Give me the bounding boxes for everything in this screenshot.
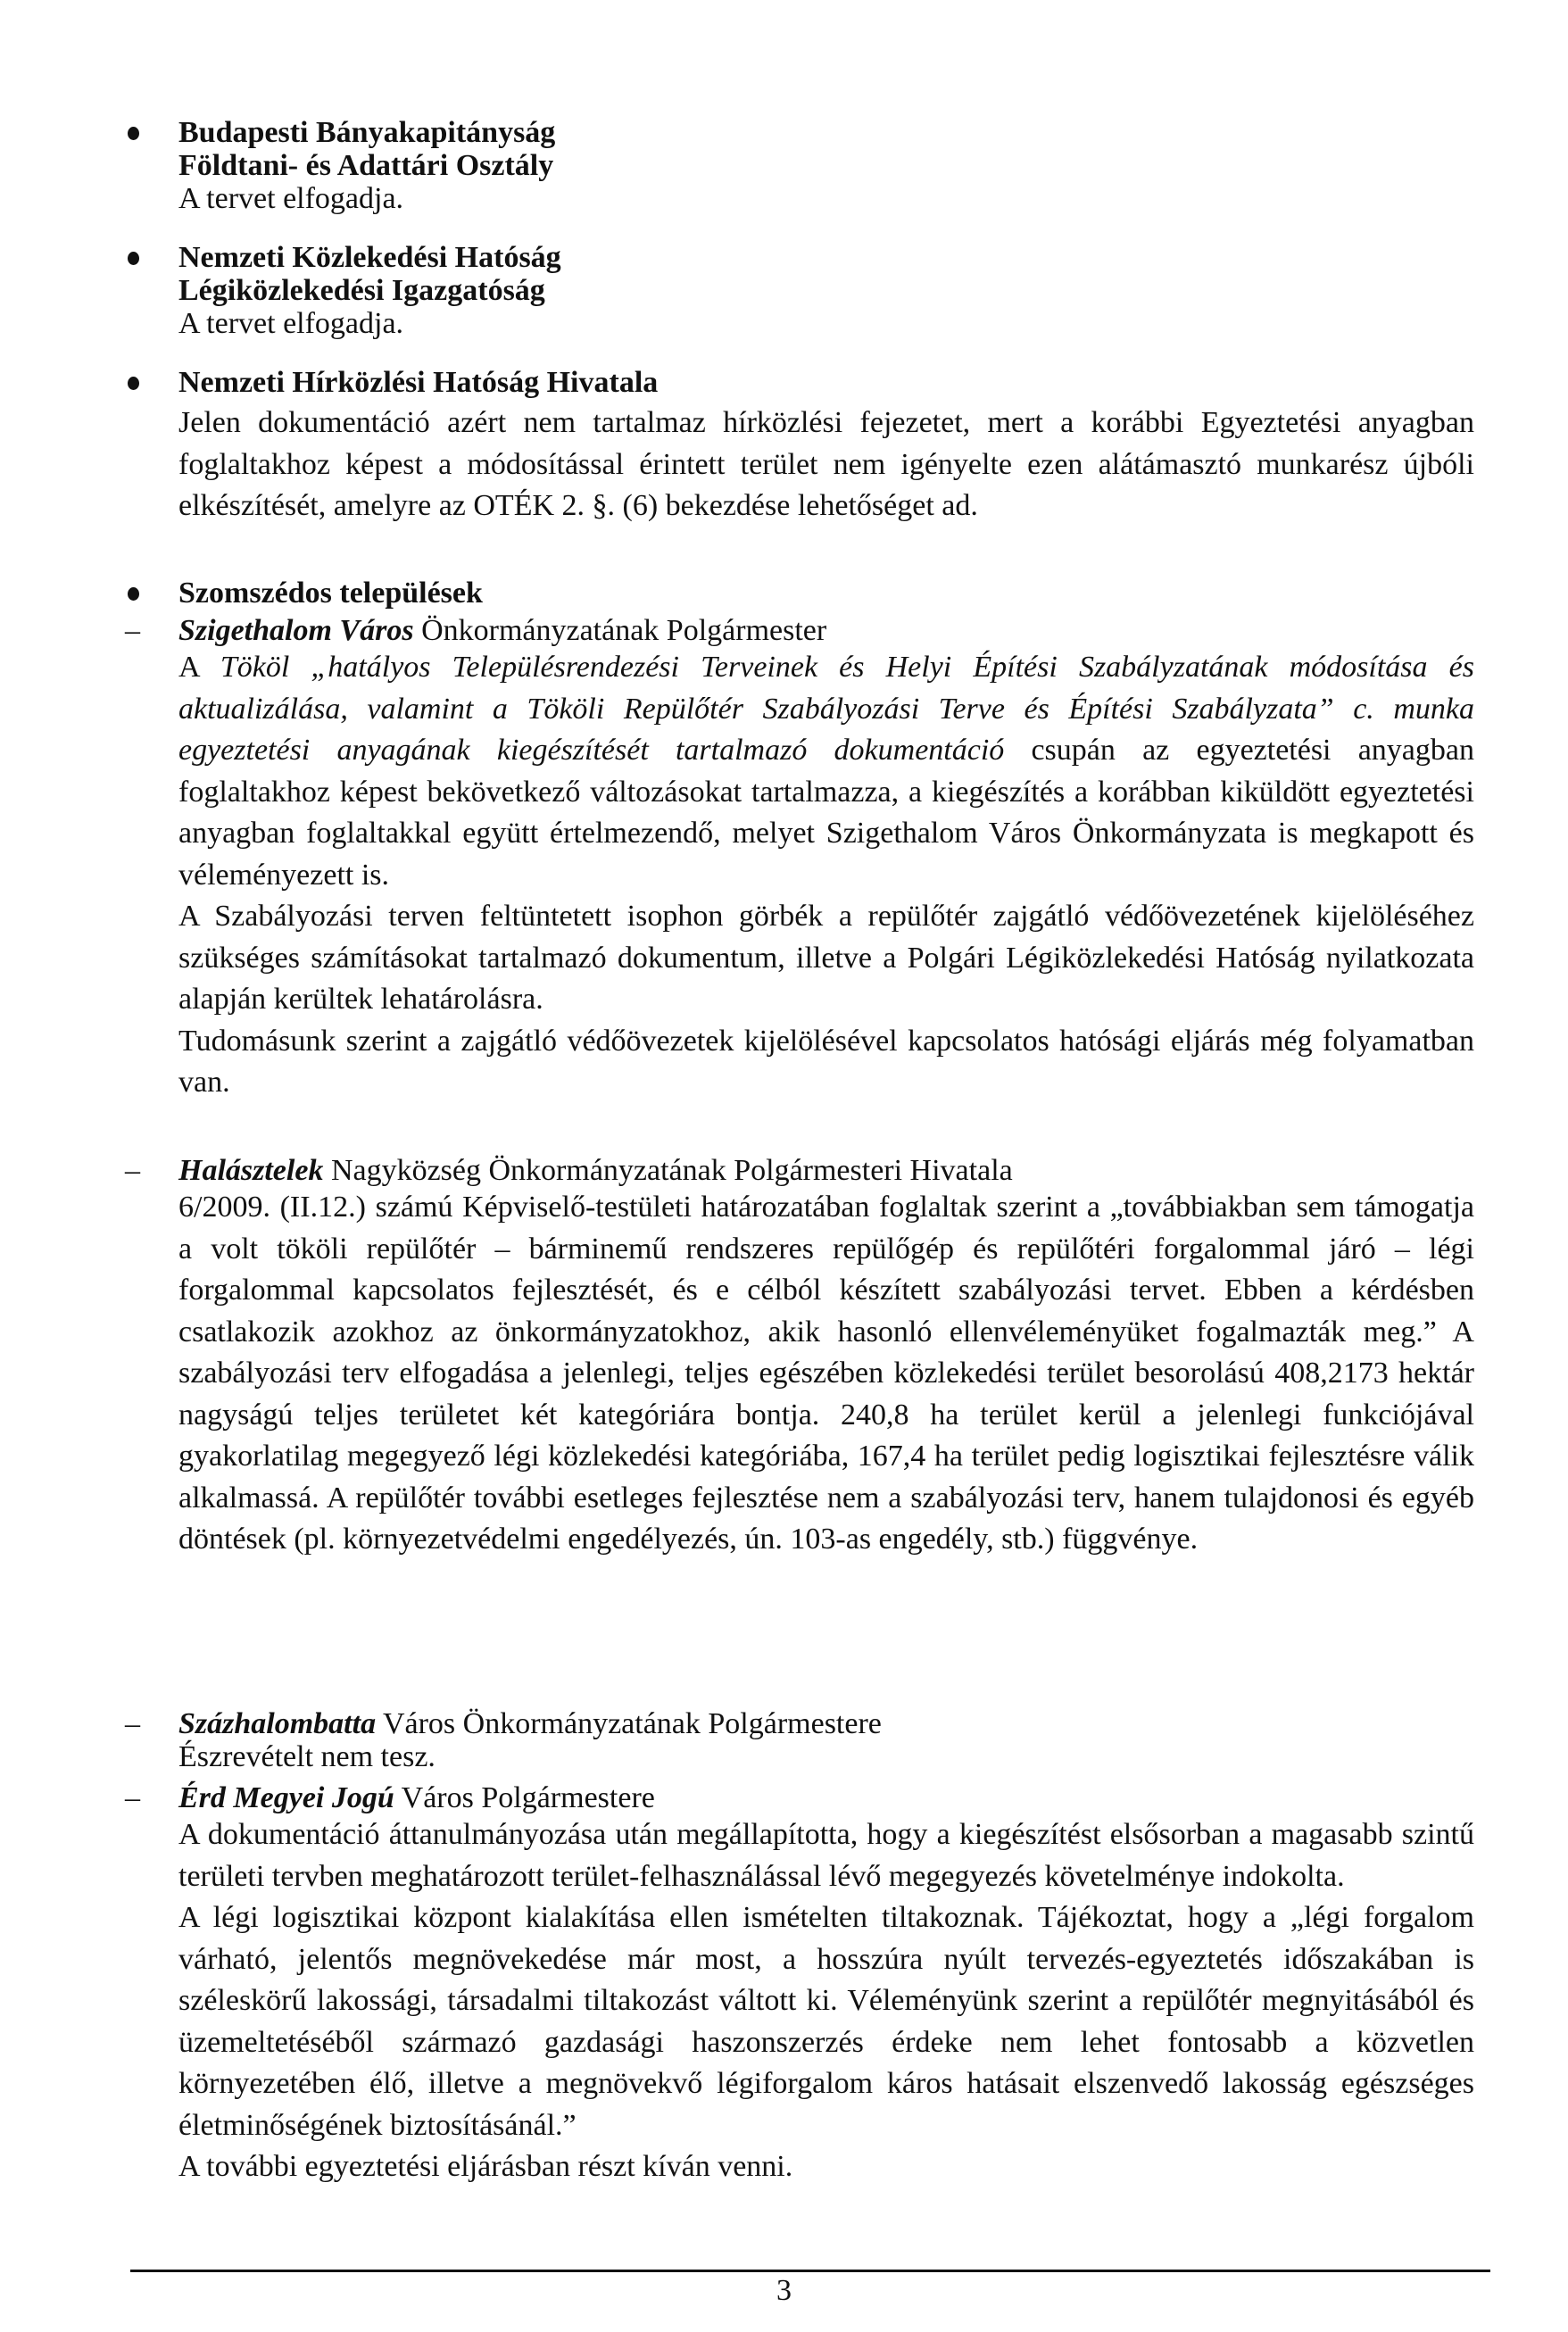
neighbor-paragraph: A dokumentáció áttanulmányozása után megállapította, hogy a kiegészítést elsősorban a magasabb szintű területi tervben meghatározott terület-felhasználással lévő megegyezés követelménye indokolta. (178, 1818, 1474, 1893)
neighbor-erd (125, 1781, 1474, 2183)
section-title: Budapesti Bányakapitányság (178, 116, 556, 149)
neighbor-name-emphasis: Százhalombatta (178, 1707, 377, 1740)
neighbor-paragraph: A Szabályozási terven feltüntetett isophon görbék a repülőtér zajgátló védőövezetének kijelöléséhez szükséges számításokat tartalmazó dokumentum, illetve a Polgári Légiközlekedési Hatóság nyilatkozata alapján kerültek lehatárolásra. (178, 900, 1474, 1016)
neighbor-szigethalom (125, 614, 1474, 1104)
neighbor-halasztelek (125, 1154, 1474, 1561)
neighbor-name-emphasis: Érd Megyei Jogú (178, 1781, 394, 1814)
neighbor-name-rest: Nagyközség Önkormányzatának Polgármesteri Hivatala (323, 1154, 1013, 1187)
neighbor-paragraph: A további egyeztetési eljárásban részt kíván venni. (178, 2150, 793, 2183)
dash-marker-icon: – (125, 1781, 140, 1814)
neighbor-name-emphasis: Halásztelek (178, 1154, 324, 1187)
bullet-icon (128, 377, 139, 390)
bullet-icon (128, 127, 139, 140)
paragraph-text: csupán az egyeztetési anyagban foglaltakhoz képest bekövetkező változásokat tartalmazza, a kiegészítés a korábban kiküldött egyeztetési anyagban foglaltakkal együtt értelmezendő, melyet Szigethalom Város Önkormányzata is megkapott és véleményezett is. (178, 734, 1474, 892)
dash-marker-icon: – (125, 1707, 140, 1740)
neighbor-name (178, 1707, 1474, 1740)
section-szomszedos-telepulesek (178, 577, 1474, 610)
neighbor-name (178, 1781, 1474, 1814)
section-nemzeti-kozlekedesi-hatosag (178, 241, 1474, 340)
neighbor-name (178, 1154, 1474, 1187)
paragraph-text: A (178, 651, 220, 684)
footer-divider (130, 2270, 1490, 2272)
neighbor-name-emphasis: Szigethalom Város (178, 614, 414, 647)
section-title: Szomszédos települések (178, 577, 483, 610)
neighbor-paragraph: Észrevételt nem tesz. (178, 1740, 436, 1773)
neighbor-paragraph: Tudomásunk szerint a zajgátló védőövezetek kijelölésével kapcsolatos hatósági eljárás még folyamatban van. (178, 1024, 1474, 1099)
neighbor-name (178, 614, 1474, 647)
neighbor-paragraph (178, 647, 1474, 896)
paragraph-italic-title: Tököl „hatályos Településrendezési Terveinek és Helyi Építési Szabályzatának módosítása és aktualizálása, valamint a Tököli Repülőtér Szabályozási Terve és Építési Szabályzata” c. munka egyeztetési anyagának kiegészítését tartalmazó dokumentáció (178, 651, 1474, 767)
neighbor-paragraph: A légi logisztikai központ kialakítása ellen ismételten tiltakoznak. Tájékoztat, hogy a „légi forgalom várható, jelentős megnövekedése már most, a hosszúra nyúlt tervezés-egyeztetés időszakában is széleskörű lakossági, társadalmi tiltakozást váltott ki. Véleményünk szerint a repülőtér megnyitásából és üzemeltetéséből származó gazdasági haszonszerzés érdeke nem lehet fontosabb a közvetlen környezetében élő, illetve a megnövekvő légiforgalom káros hatásait elszenvedő lakosság egészséges életminőségének biztosításánál.” (178, 1901, 1474, 2142)
section-title: Nemzeti Hírközlési Hatóság Hivatala (178, 366, 659, 399)
neighbor-name-rest: Önkormányzatának Polgármester (413, 614, 827, 647)
section-subtitle: Földtani- és Adattári Osztály (178, 149, 554, 182)
neighbor-name-rest: Város Önkormányzatának Polgármestere (376, 1707, 882, 1740)
section-body: A tervet elfogadja. (178, 182, 404, 215)
section-title: Nemzeti Közlekedési Hatóság (178, 241, 561, 274)
section-body: Jelen dokumentáció azért nem tartalmaz hírközlési fejezetet, mert a korábbi Egyeztetési anyagban foglaltakhoz képest a módosítással érintett terület nem igényelte ezen alátámasztó munkarész újbóli elkészítését, amelyre az OTÉK 2. §. (6) bekezdése lehetőséget ad. (178, 406, 1474, 522)
bullet-icon (128, 587, 139, 601)
page-number: 3 (776, 2274, 792, 2307)
section-budapesti-banyakapitanysag (178, 116, 1474, 215)
section-nemzeti-hirkozlesi-hatosag (178, 366, 1474, 527)
neighbor-szazhalombatta (125, 1707, 1474, 1773)
bullet-icon (128, 252, 139, 265)
neighbor-name-rest: Város Polgármestere (394, 1781, 655, 1814)
section-body: A tervet elfogadja. (178, 307, 404, 340)
neighbor-paragraph: 6/2009. (II.12.) számú Képviselő-testületi határozatában foglaltak szerint a „továbbiakban sem támogatja a volt tököli repülőtér – bárminemű rendszeres repülőgép és repülőtéri forgalommal járó – légi forgalommal kapcsolatos fejlesztését, és e célból készített szabályozási tervet. Ebben a kérdésben csatlakozik azokhoz az önkormányzatokhoz, akik hasonló ellenvéleményüket fogalmazták meg.” A szabályozási terv elfogadása a jelenlegi, teljes egészében közlekedési terület besorolású 408,2173 hektár nagyságú teljes területet két kategóriára bontja. 240,8 ha terület kerül a jelenlegi funkciójával gyakorlatilag megegyező légi közlekedési kategóriába, 167,4 ha terület pedig logisztikai fejlesztésre válik alkalmassá. A repülőtér további esetleges fejlesztése nem a szabályozási terv, hanem tulajdonosi és egyéb döntések (pl. környezetvédelmi engedélyezés, ún. 103-as engedély, stb.) függvénye. (178, 1191, 1474, 1556)
dash-marker-icon: – (125, 614, 140, 647)
dash-marker-icon: – (125, 1154, 140, 1187)
section-subtitle: Légiközlekedési Igazgatóság (178, 274, 545, 307)
